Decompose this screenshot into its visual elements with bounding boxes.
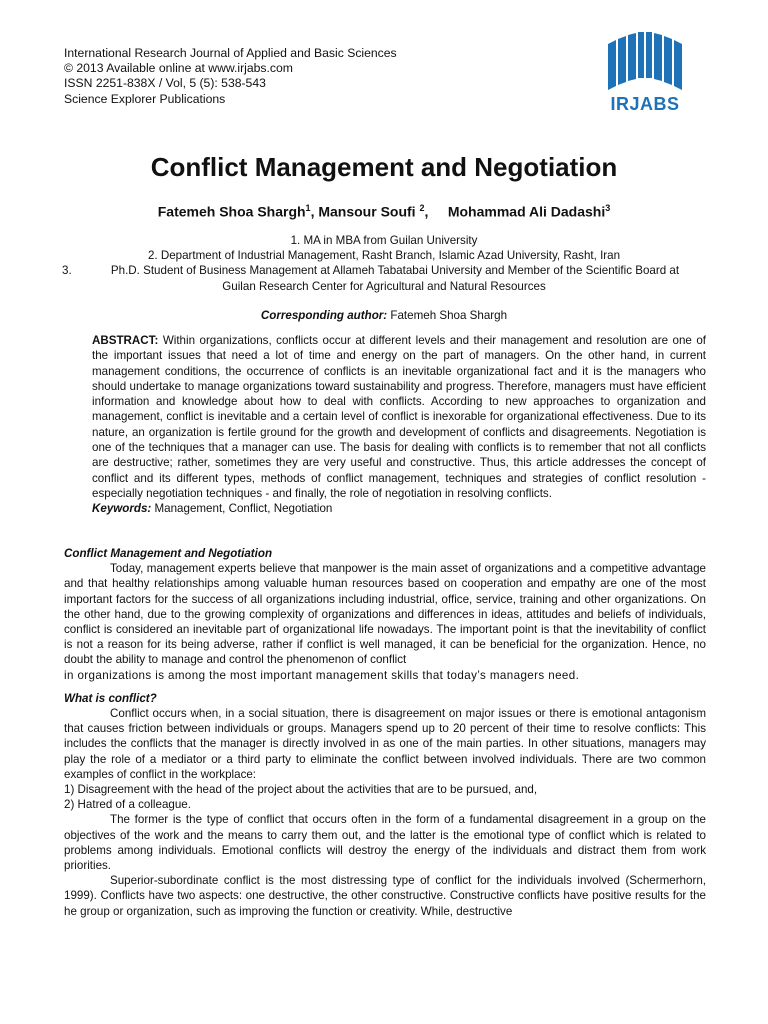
paragraph: Superior-subordinate conflict is the most distressing type of conflict for the individuals involved (Schermerhorn, 1999). Conflicts have two aspects: one destructive, the other constructive. Constructive conflicts have positive results for the he group or organization, such as improving the function or creativity. While, destructive: [64, 874, 706, 918]
paragraph-continuation: in organizations is among the most important management skills that today’s managers need.: [64, 668, 580, 682]
affiliation-3: [56, 263, 712, 293]
issn-line: ISSN 2251-838X / Vol, 5 (5): 538-543: [64, 76, 266, 91]
publisher-line: Science Explorer Publications: [64, 91, 226, 106]
paper-title: Conflict Management and Negotiation: [150, 152, 618, 182]
author-separator: ,: [424, 203, 444, 220]
keywords-label: Keywords:: [92, 502, 152, 516]
author-name: Mansour Soufi: [318, 203, 420, 220]
abstract-label: ABSTRACT:: [92, 334, 159, 347]
corresponding-name: Fatemeh Shoa Shargh: [387, 309, 508, 322]
corresponding-label: Corresponding author: [260, 309, 384, 322]
section-heading: Conflict Management and Negotiation: [64, 547, 273, 560]
affiliation-1: 1. MA in MBA from Guilan University: [290, 234, 478, 247]
paragraph: Today, management experts believe that manpower is the main asset of organizations and a competitive advantage and that healthy relationships among valuable human resources based on cooperation and empathy are one of the most important factors for the success of all organizations including industrial, office, service, training and other organizations. On the other hand, due to the growing complexity of organizations and differences in ideas, attitudes and beliefs of individuals, conflict is considered an inevitable part of organizational life nowadays. The important point is that the inevitability of conflict is not a reason for its being adverse, rather if conflict is well managed, it can be beneficial for the organization. Hence, no doubt the ability to manage and control the phenomenon of conflict: [64, 562, 706, 667]
journal-header: [64, 46, 484, 107]
keywords: [92, 501, 706, 516]
affiliation-3-line1: Ph.D. Student of Business Management at Allameh Tabatabai University and Member of the Scientific Board at: [110, 264, 680, 278]
keywords-text: Management, Conflict, Negotiation: [151, 502, 333, 516]
author-affiliation-mark: 2: [419, 203, 425, 213]
abstract-text: Within organizations, conflicts occur at different levels and their management and resolution are one of the important issues that need a lot of time and energy on the part of managers. On the other hand, in current management conditions, the occurrence of conflicts is an inevitable organizational fact and it is the managers who should undertake to manage organizations toward sustainability and progress. Therefore, managers must have efficient information and knowledge about how to deal with conflicts. According to new approaches to organization and management, conflict is inevitable and a certain level of conflict is inexorable for organizational effectiveness. Due to its nature, an organization is fertile ground for the growth and development of conflicts and disagreements. Negotiation is one of the techniques that a manager can use. The basis for dealing with conflicts is to remember that not all conflicts are destructive; rather, sometimes they are very useful and constructive. Thus, this article addresses the concept of conflict and its different types, methods of conflict management, techniques and strategies of conflict resolution - especially negotiation techniques - and finally, the role of negotiation in resolving conflicts.: [92, 334, 706, 500]
paragraph: The former is the type of conflict that occurs often in the form of a fundamental disagreement in a group on the objectives of the work and the means to carry them out, and the latter is the emotional type of conflict which is related to problems among individuals. Emotional conflicts will destroy the energy of the individuals and distract them from work priorities.: [64, 813, 706, 873]
section-heading: What is conflict?: [64, 691, 157, 705]
author-name: Mohammad Ali Dadashi: [447, 203, 606, 220]
author-name: Fatemeh Shoa Shargh: [157, 203, 306, 220]
corresponding-colon: :: [383, 309, 388, 322]
journal-name: International Research Journal of Applied and Basic Sciences: [64, 46, 397, 60]
corresponding-author: [0, 308, 768, 323]
author-separator: ,: [310, 203, 319, 220]
affiliation-3-number: 3.: [62, 264, 72, 278]
list-item: 2) Hatred of a colleague.: [64, 798, 191, 812]
logo-text: IRJABS: [610, 94, 680, 114]
affiliation-2: 2. Department of Industrial Management, Rasht Branch, Islamic Azad University, Rasht, Iran: [147, 249, 621, 263]
affiliation-3-line2: Guilan Research Center for Agricultural and Natural Resources: [222, 279, 546, 293]
body-text: [64, 546, 706, 919]
list-item: 1) Disagreement with the head of the project about the activities that are to be pursued, and,: [64, 783, 538, 797]
author-affiliation-mark: 3: [605, 203, 611, 213]
author-affiliation-mark: 1: [305, 203, 311, 213]
affiliations: [56, 233, 712, 294]
open-book-icon: [596, 30, 694, 92]
abstract: [92, 333, 706, 517]
irjabs-logo: [596, 30, 694, 122]
paragraph: Conflict occurs when, in a social situation, there is disagreement on major issues or there is emotional antagonism that causes friction between individuals or groups. Managers spend up to 20 percent of their time to resolve conflicts: This includes the conflicts that the manager is directly involved in as one of the main parties. In other situations, managers may play the role of a mediator or a third party to eliminate the conflict between involved individuals. There are two common examples of conflict in the workplace:: [64, 707, 706, 781]
author-list: [0, 198, 768, 222]
abstract-body: [92, 333, 706, 501]
copyright-line: © 2013 Available online at www.irjabs.com: [64, 61, 293, 76]
